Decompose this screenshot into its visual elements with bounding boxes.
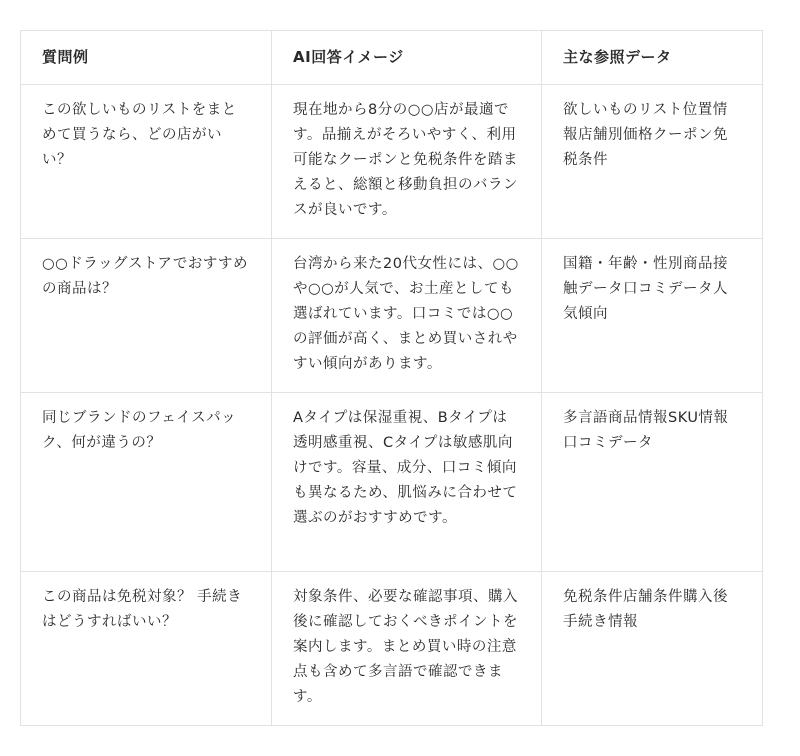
header-ai-answer: AI回答イメージ	[272, 31, 542, 85]
question-cell: ○○ドラッグストアでおすすめの商品は？	[21, 239, 272, 393]
header-reference-data: 主な参照データ	[542, 31, 763, 85]
table-row	[21, 85, 763, 239]
table-header	[21, 31, 763, 85]
reference-cell: 欲しいものリスト位置情報店舗別価格クーポン免税条件	[542, 85, 763, 239]
table-row	[21, 393, 763, 572]
reference-cell: 多言語商品情報SKU情報口コミデータ	[542, 393, 763, 572]
header-row	[21, 31, 763, 85]
answer-cell: 対象条件、必要な確認事項、購入後に確認しておくべきポイントを案内します。まとめ買い時の注意点も含めて多言語で確認できます。	[272, 572, 542, 726]
answer-cell: Aタイプは保湿重視、Bタイプは透明感重視、Cタイプは敏感肌向けです。容量、成分、口コミ傾向も異なるため、肌悩みに合わせて選ぶのがおすすめです。	[272, 393, 542, 572]
reference-cell: 免税条件店舗条件購入後手続き情報	[542, 572, 763, 726]
reference-cell: 国籍・年齢・性別商品接触データ口コミデータ人気傾向	[542, 239, 763, 393]
answer-cell: 現在地から8分の○○店が最適です。品揃えがそろいやすく、利用可能なクーポンと免税条件を踏まえると、総額と移動負担のバランスが良いです。	[272, 85, 542, 239]
answer-cell: 台湾から来た20代女性には、○○や○○が人気で、お土産としても選ばれています。口コミでは○○の評価が高く、まとめ買いされやすい傾向があります。	[272, 239, 542, 393]
table-body	[21, 85, 763, 726]
table-row	[21, 572, 763, 726]
header-question: 質問例	[21, 31, 272, 85]
question-cell: 同じブランドのフェイスパック、何が違うの？	[21, 393, 272, 572]
qa-table	[20, 30, 763, 726]
question-cell: この欲しいものリストをまとめて買うなら、どの店がいい？	[21, 85, 272, 239]
table-row	[21, 239, 763, 393]
question-cell: この商品は免税対象？ 手続きはどうすればいい？	[21, 572, 272, 726]
